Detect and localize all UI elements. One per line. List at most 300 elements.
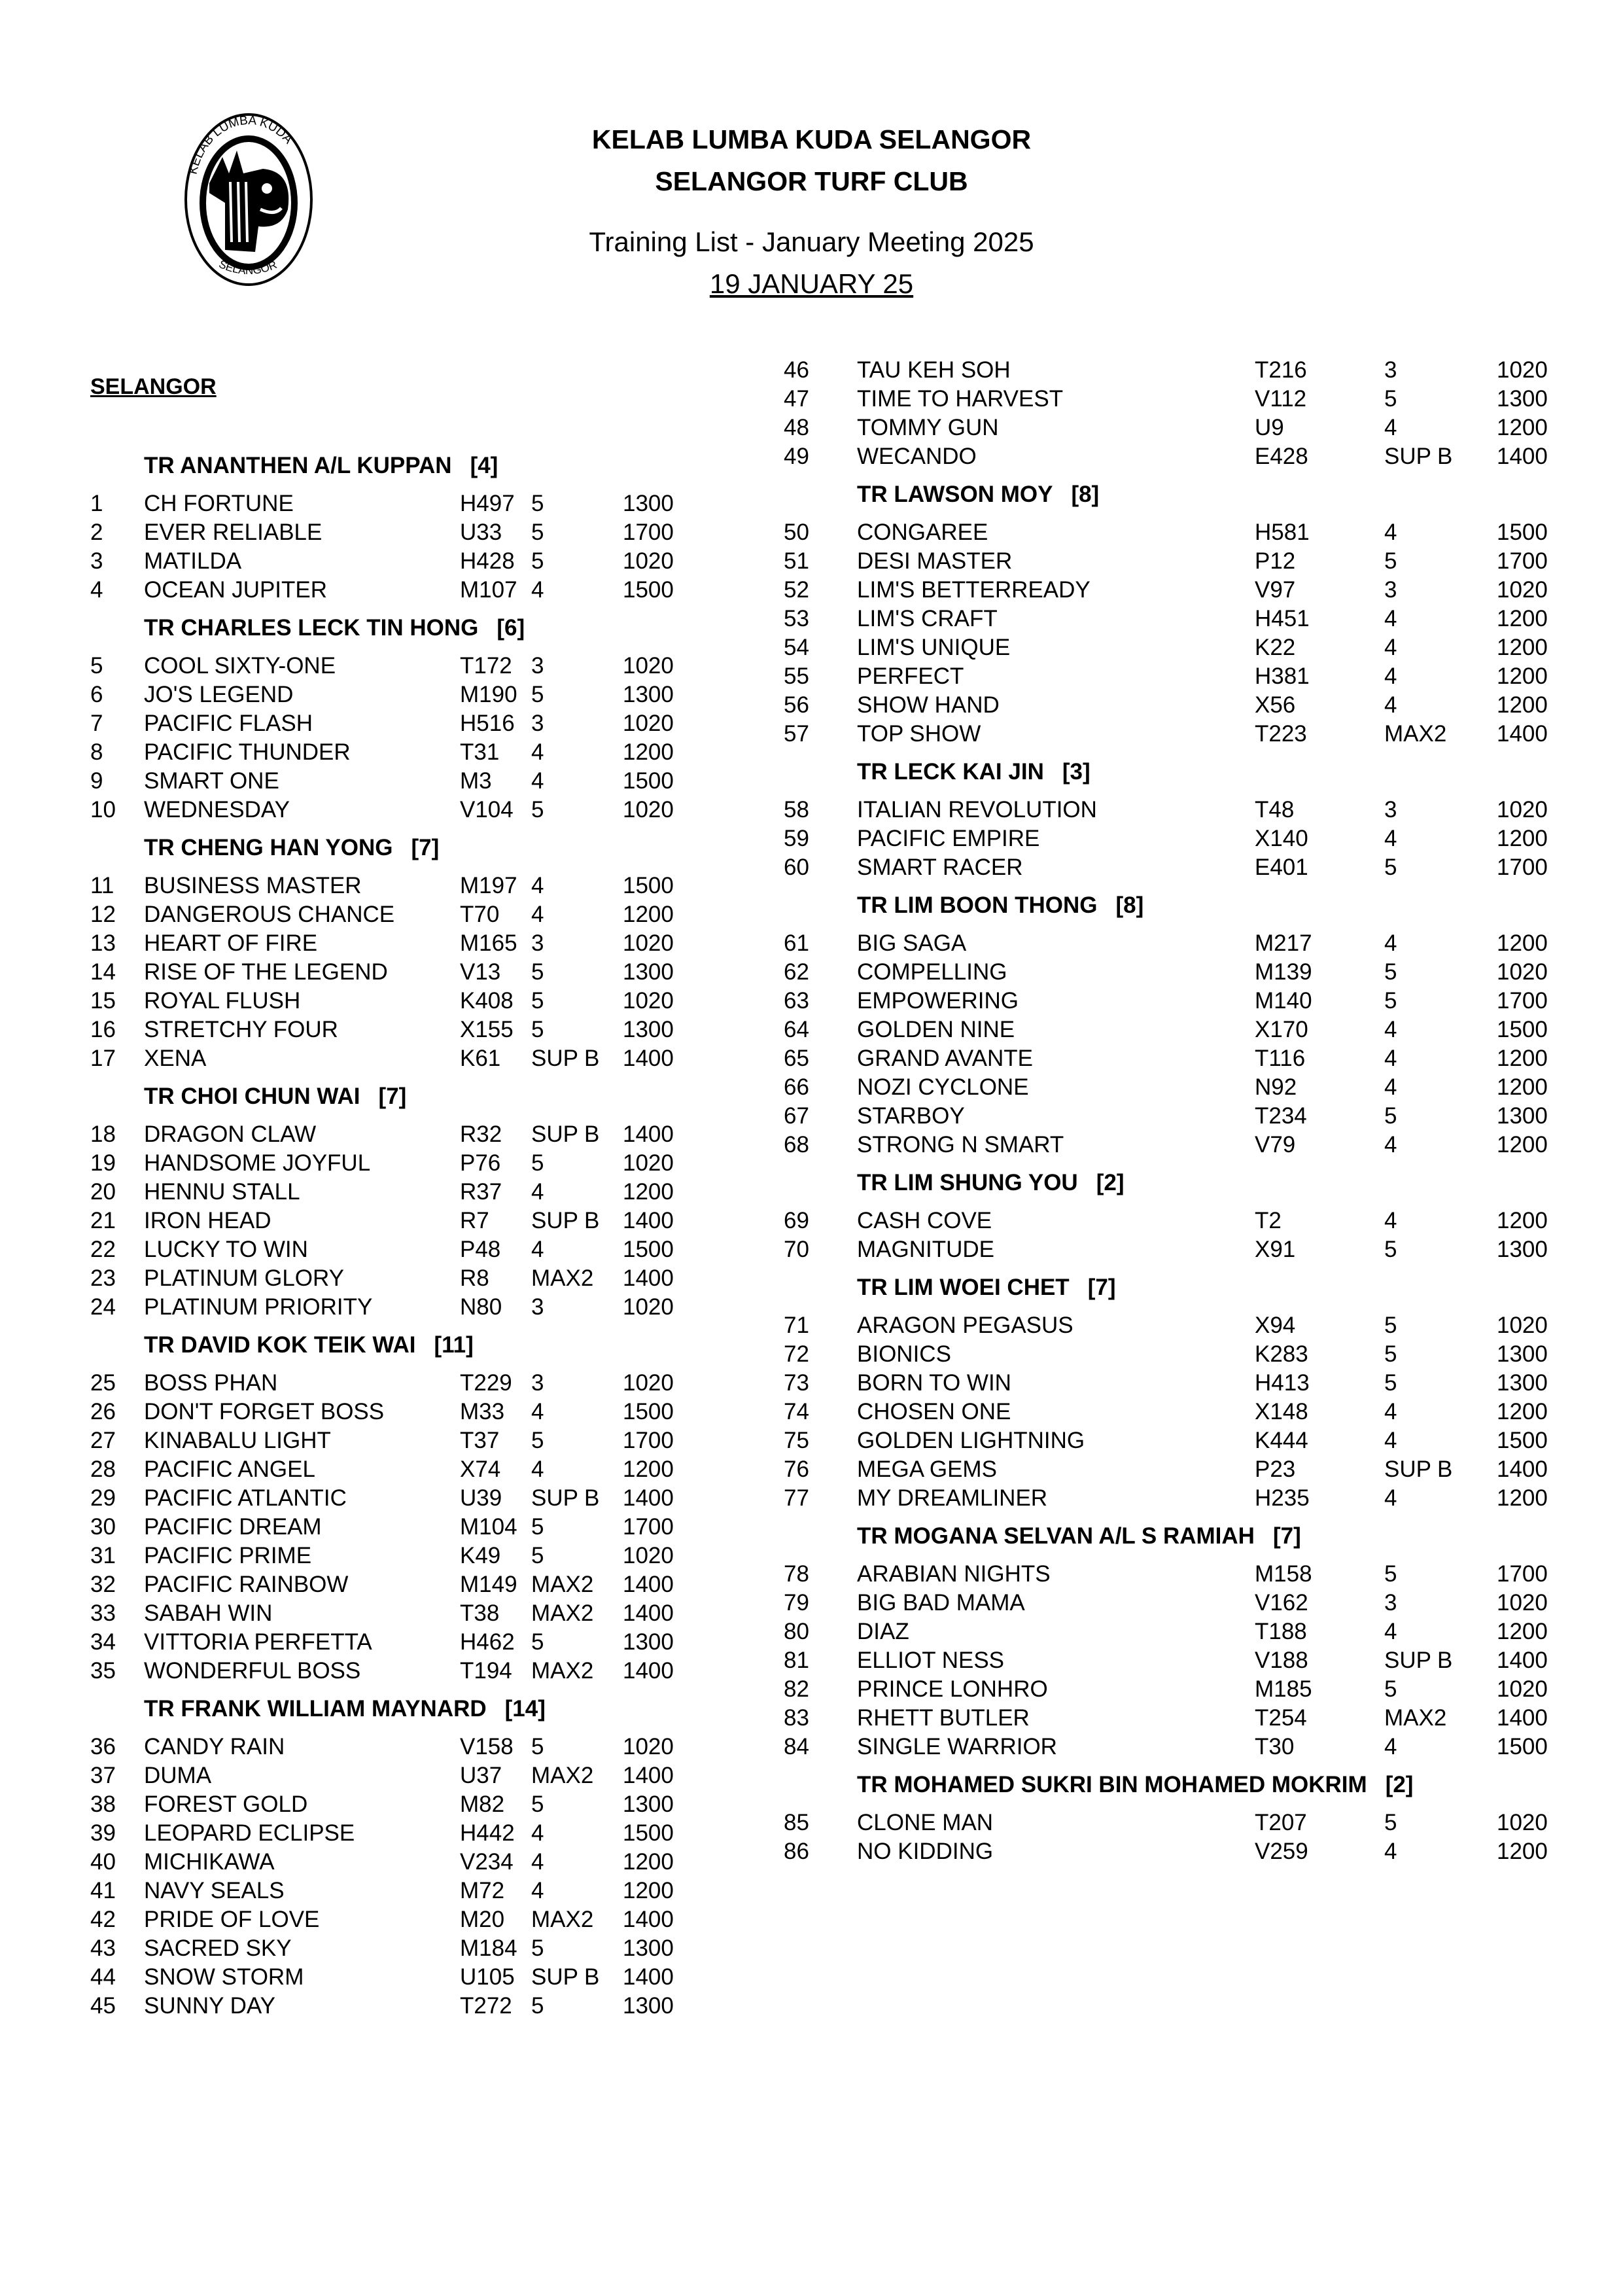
horse-code: V112 [1255,386,1307,412]
horse-code: T254 [1255,1705,1307,1731]
region-heading: SELANGOR [90,374,217,399]
horse-number: 29 [90,1485,116,1511]
horse-row [784,824,1569,853]
horse-code: T207 [1255,1810,1307,1835]
horse-name: DANGEROUS CHANCE [144,902,395,927]
race-distance: 1200 [1497,1132,1548,1157]
horse-number: 1 [90,491,103,516]
horse-name: SUNNY DAY [144,1993,275,2019]
horse-class: 5 [531,1935,544,1961]
horse-class: MAX2 [531,1265,594,1291]
race-distance: 1500 [623,768,674,794]
horse-number: 19 [90,1150,116,1176]
horse-row [90,1790,699,1819]
horse-class: 3 [1384,357,1397,383]
horse-class: 5 [1384,1370,1397,1396]
horse-name: MY DREAMLINER [857,1485,1048,1511]
horse-name: MEGA GEMS [857,1457,997,1482]
trainer-name: TR CHARLES LECK TIN HONG [144,615,479,641]
horse-number: 68 [784,1132,809,1157]
race-distance: 1200 [1497,1839,1548,1864]
horse-code: X170 [1255,1017,1308,1042]
horse-number: 7 [90,711,103,736]
horse-row [784,1369,1569,1398]
horse-code: X140 [1255,826,1308,851]
horse-name: LIM'S UNIQUE [857,635,1011,660]
horse-number: 69 [784,1208,809,1233]
race-distance: 1200 [623,1878,674,1903]
race-distance: 1700 [1497,855,1548,880]
horse-row [784,1617,1569,1646]
horse-code: M165 [460,930,517,956]
race-distance: 1300 [623,959,674,985]
race-distance: 1300 [1497,386,1548,412]
horse-class: MAX2 [1384,1705,1447,1731]
horse-row [90,652,699,680]
horse-class: 3 [531,1294,544,1320]
horse-code: M33 [460,1399,505,1424]
horse-number: 55 [784,663,809,689]
horse-class: 4 [1384,1428,1397,1453]
horse-name: DESI MASTER [857,548,1013,574]
horse-class: 5 [531,520,544,545]
horse-class: 5 [1384,959,1397,985]
race-distance: 1700 [1497,548,1548,574]
horse-code: T2 [1255,1208,1282,1233]
horse-row [784,662,1569,691]
trainer-name: TR CHENG HAN YONG [144,835,393,860]
horse-number: 48 [784,415,809,440]
horse-class: SUP B [531,1122,600,1147]
horse-row [784,1646,1569,1675]
horse-class: SUP B [1384,1648,1453,1673]
horse-row [784,958,1569,987]
horse-count: [8] [1115,892,1144,918]
race-distance: 1200 [1497,1485,1548,1511]
horse-name: TIME TO HARVEST [857,386,1064,412]
race-distance: 1700 [1497,1561,1548,1587]
horse-row [90,1963,699,1992]
horse-code: H381 [1255,663,1310,689]
horse-row [90,489,699,518]
horse-code: R32 [460,1122,502,1147]
race-distance: 1020 [623,930,674,956]
horse-name: COMPELLING [857,959,1007,985]
horse-row [784,1016,1569,1044]
race-distance: 1400 [623,1907,674,1932]
horse-class: 4 [1384,1734,1397,1759]
trainer-name: TR CHOI CHUN WAI [144,1084,360,1109]
horse-number: 27 [90,1428,116,1453]
horse-class: 5 [1384,1103,1397,1129]
horse-class: 4 [1384,692,1397,718]
trainer-heading [144,442,699,489]
race-distance: 1400 [1497,1648,1548,1673]
horse-class: 5 [531,988,544,1014]
horse-code: P48 [460,1237,501,1262]
horse-code: N92 [1255,1074,1297,1100]
horse-number: 54 [784,635,809,660]
horse-name: TOMMY GUN [857,415,999,440]
trainer-heading [144,824,699,872]
horse-number: 73 [784,1370,809,1396]
horse-number: 15 [90,988,116,1014]
horse-name: BIONICS [857,1341,951,1367]
horse-row [90,1599,699,1628]
horse-row [784,1704,1569,1733]
horse-class: MAX2 [531,1572,594,1597]
horse-number: 66 [784,1074,809,1100]
horse-row [90,1877,699,1905]
right-column [784,356,1569,1866]
horse-number: 40 [90,1849,116,1875]
horse-code: T172 [460,653,512,679]
horse-name: PLATINUM GLORY [144,1265,344,1291]
horse-class: 3 [531,653,544,679]
horse-class: 5 [1384,1237,1397,1262]
horse-class: 4 [531,902,544,927]
race-distance: 1300 [623,1017,674,1042]
trainer-name: TR DAVID KOK TEIK WAI [144,1332,416,1358]
horse-code: V97 [1255,577,1296,603]
horse-name: CH FORTUNE [144,491,294,516]
race-distance: 1500 [1497,1734,1548,1759]
horse-number: 51 [784,548,809,574]
horse-number: 80 [784,1619,809,1644]
horse-class: 5 [531,1150,544,1176]
trainer-name: TR LECK KAI JIN [857,759,1044,785]
horse-code: M185 [1255,1676,1312,1702]
horse-code: X56 [1255,692,1296,718]
horse-class: 5 [531,491,544,516]
horse-code: V104 [460,797,514,822]
horse-number: 23 [90,1265,116,1291]
horse-class: SUP B [531,1208,600,1233]
race-distance: 1020 [623,1294,674,1320]
horse-name: ARABIAN NIGHTS [857,1561,1051,1587]
horse-row [90,1044,699,1073]
horse-name: EMPOWERING [857,988,1019,1014]
race-distance: 1400 [623,1265,674,1291]
horse-number: 79 [784,1590,809,1616]
horse-row [90,1513,699,1542]
horse-class: 4 [1384,1619,1397,1644]
race-distance: 1020 [1497,357,1548,383]
horse-class: 5 [1384,1341,1397,1367]
horse-number: 43 [90,1935,116,1961]
horse-number: 81 [784,1648,809,1673]
horse-code: V158 [460,1734,514,1759]
horse-number: 65 [784,1046,809,1071]
horse-number: 13 [90,930,116,956]
horse-row [784,929,1569,958]
horse-number: 18 [90,1122,116,1147]
horse-number: 72 [784,1341,809,1367]
horse-class: 3 [1384,1590,1397,1616]
horse-code: U105 [460,1964,515,1990]
horse-row [784,796,1569,824]
horse-row [90,987,699,1016]
horse-number: 26 [90,1399,116,1424]
horse-name: PACIFIC RAINBOW [144,1572,349,1597]
horse-row [784,1207,1569,1235]
race-distance: 1020 [623,548,674,574]
horse-class: 4 [531,1457,544,1482]
horse-code: H413 [1255,1370,1310,1396]
trainer-name: TR ANANTHEN A/L KUPPAN [144,453,452,478]
horse-number: 5 [90,653,103,679]
horse-name: ITALIAN REVOLUTION [857,797,1097,822]
horse-class: 5 [531,682,544,707]
horse-class: 5 [531,1792,544,1817]
horse-name: STRETCHY FOUR [144,1017,338,1042]
horse-name: BOSS PHAN [144,1370,278,1396]
horse-class: 4 [1384,1399,1397,1424]
svg-text:KELAB LUMBA KUDA: KELAB LUMBA KUDA [186,113,296,176]
race-distance: 1200 [1497,1399,1548,1424]
horse-row [784,691,1569,720]
horse-number: 84 [784,1734,809,1759]
race-distance: 1300 [1497,1370,1548,1396]
horse-row [784,1484,1569,1513]
horse-name: BUSINESS MASTER [144,873,362,898]
race-distance: 1200 [623,902,674,927]
horse-class: 4 [1384,663,1397,689]
horse-row [90,1016,699,1044]
horse-code: X148 [1255,1399,1308,1424]
horse-name: BORN TO WIN [857,1370,1011,1396]
race-distance: 1300 [623,1792,674,1817]
race-distance: 1020 [623,653,674,679]
horse-number: 8 [90,739,103,765]
horse-number: 34 [90,1629,116,1655]
race-distance: 1020 [1497,959,1548,985]
horse-class: 4 [531,1878,544,1903]
horse-number: 42 [90,1907,116,1932]
horse-name: PRINCE LONHRO [857,1676,1048,1702]
horse-code: M184 [460,1935,517,1961]
race-distance: 1400 [623,1122,674,1147]
trainer-name: TR LIM WOEI CHET [857,1275,1070,1300]
horse-code: M140 [1255,988,1312,1014]
horse-class: 4 [531,1849,544,1875]
horse-row [784,1455,1569,1484]
race-distance: 1300 [623,1993,674,2019]
horse-name: PACIFIC FLASH [144,711,313,736]
horse-number: 35 [90,1658,116,1684]
race-distance: 1020 [1497,1676,1548,1702]
horse-number: 85 [784,1810,809,1835]
horse-row [90,900,699,929]
svg-text:SELANGOR: SELANGOR [217,257,279,277]
horse-code: T38 [460,1600,500,1626]
horse-class: 5 [531,1017,544,1042]
horse-class: 3 [531,1370,544,1396]
trainer-heading [144,1073,699,1120]
horse-code: T194 [460,1658,512,1684]
horse-code: R8 [460,1265,489,1291]
horse-code: V188 [1255,1648,1308,1673]
horse-name: SHOW HAND [857,692,1000,718]
horse-code: N80 [460,1294,502,1320]
horse-name: PACIFIC ANGEL [144,1457,315,1482]
horse-name: WECANDO [857,444,977,469]
horse-row [90,1235,699,1264]
horse-row [90,1149,699,1178]
race-distance: 1300 [623,682,674,707]
race-distance: 1500 [1497,1428,1548,1453]
horse-class: 5 [1384,1676,1397,1702]
horse-number: 78 [784,1561,809,1587]
horse-class: 5 [1384,1561,1397,1587]
horse-name: GOLDEN NINE [857,1017,1015,1042]
horse-name: FOREST GOLD [144,1792,308,1817]
race-distance: 1200 [623,1457,674,1482]
horse-row [784,1340,1569,1369]
horse-row [90,1848,699,1877]
horse-class: 4 [1384,520,1397,545]
horse-row [784,720,1569,749]
horse-code: H235 [1255,1485,1310,1511]
race-distance: 1300 [1497,1103,1548,1129]
horse-code: M217 [1255,930,1312,956]
horse-name: MATILDA [144,548,242,574]
race-distance: 1200 [1497,1046,1548,1071]
horse-number: 82 [784,1676,809,1702]
horse-code: E428 [1255,444,1308,469]
horse-number: 62 [784,959,809,985]
horse-code: H462 [460,1629,515,1655]
trainer-heading [144,1686,699,1733]
horse-number: 6 [90,682,103,707]
horse-row [90,709,699,738]
horse-name: SNOW STORM [144,1964,304,1990]
horse-code: K444 [1255,1428,1308,1453]
horse-class: MAX2 [1384,721,1447,747]
horse-class: 5 [531,1428,544,1453]
race-distance: 1500 [623,873,674,898]
horse-row [90,1484,699,1513]
race-distance: 1500 [623,1237,674,1262]
horse-code: K49 [460,1543,501,1568]
horse-class: 3 [1384,797,1397,822]
horse-row [784,853,1569,882]
race-distance: 1200 [623,1849,674,1875]
horse-number: 9 [90,768,103,794]
horse-class: SUP B [1384,1457,1453,1482]
horse-code: T223 [1255,721,1307,747]
horse-code: M72 [460,1878,505,1903]
race-distance: 1020 [623,711,674,736]
race-distance: 1500 [623,1820,674,1846]
horse-name: CONGAREE [857,520,988,545]
horse-code: T188 [1255,1619,1307,1644]
horse-number: 59 [784,826,809,851]
race-distance: 1500 [1497,1017,1548,1042]
trainer-heading [144,605,699,652]
horse-number: 44 [90,1964,116,1990]
horse-name: LUCKY TO WIN [144,1237,308,1262]
horse-class: 5 [531,1514,544,1540]
horse-number: 47 [784,386,809,412]
race-distance: 1500 [623,1399,674,1424]
horse-code: E401 [1255,855,1308,880]
horse-class: 4 [1384,1839,1397,1864]
horse-code: M107 [460,577,517,603]
horse-number: 45 [90,1993,116,2019]
horse-class: 5 [1384,988,1397,1014]
horse-name: GRAND AVANTE [857,1046,1034,1071]
horse-row [784,1311,1569,1340]
race-distance: 1020 [623,797,674,822]
horse-number: 28 [90,1457,116,1482]
horse-code: M158 [1255,1561,1312,1587]
horse-row [784,1837,1569,1866]
race-distance: 1200 [1497,826,1548,851]
horse-code: M20 [460,1907,505,1932]
horse-name: DRAGON CLAW [144,1122,317,1147]
horse-code: R7 [460,1208,489,1233]
horse-number: 33 [90,1600,116,1626]
horse-row [784,1073,1569,1102]
horse-code: X94 [1255,1313,1296,1338]
horse-name: MICHIKAWA [144,1849,275,1875]
horse-code: T48 [1255,797,1295,822]
horse-class: 5 [531,797,544,822]
horse-number: 57 [784,721,809,747]
horse-name: DIAZ [857,1619,909,1644]
race-distance: 1020 [1497,577,1548,603]
horse-row [90,1570,699,1599]
horse-class: 4 [531,768,544,794]
horse-class: MAX2 [531,1600,594,1626]
horse-count: [7] [378,1084,407,1109]
trainer-name: TR MOGANA SELVAN A/L S RAMIAH [857,1523,1255,1549]
horse-name: SACRED SKY [144,1935,292,1961]
horse-row [90,796,699,824]
horse-class: 5 [1384,1810,1397,1835]
horse-name: OCEAN JUPITER [144,577,328,603]
horse-name: DUMA [144,1763,212,1788]
horse-number: 61 [784,930,809,956]
race-distance: 1400 [1497,1457,1548,1482]
horse-class: 5 [1384,548,1397,574]
horse-count: [7] [411,835,440,860]
horse-code: H428 [460,548,515,574]
horse-row [90,958,699,987]
race-distance: 1200 [623,1179,674,1205]
horse-name: LIM'S BETTERREADY [857,577,1091,603]
horse-code: V259 [1255,1839,1308,1864]
document-subtitle: Training List - January Meeting 2025 [589,226,1034,257]
horse-class: 4 [531,1399,544,1424]
horse-row [784,987,1569,1016]
horse-number: 49 [784,444,809,469]
race-distance: 1400 [1497,1705,1548,1731]
horse-name: ARAGON PEGASUS [857,1313,1073,1338]
horse-number: 60 [784,855,809,880]
trainer-heading [857,1761,1569,1809]
horse-number: 56 [784,692,809,718]
horse-code: M197 [460,873,517,898]
horse-code: K61 [460,1046,501,1071]
horse-class: 4 [1384,415,1397,440]
horse-row [784,385,1569,414]
trainer-heading [857,1159,1569,1207]
horse-count: [7] [1272,1523,1301,1549]
race-distance: 1020 [1497,797,1548,822]
trainer-name: TR MOHAMED SUKRI BIN MOHAMED MOKRIM [857,1772,1367,1797]
